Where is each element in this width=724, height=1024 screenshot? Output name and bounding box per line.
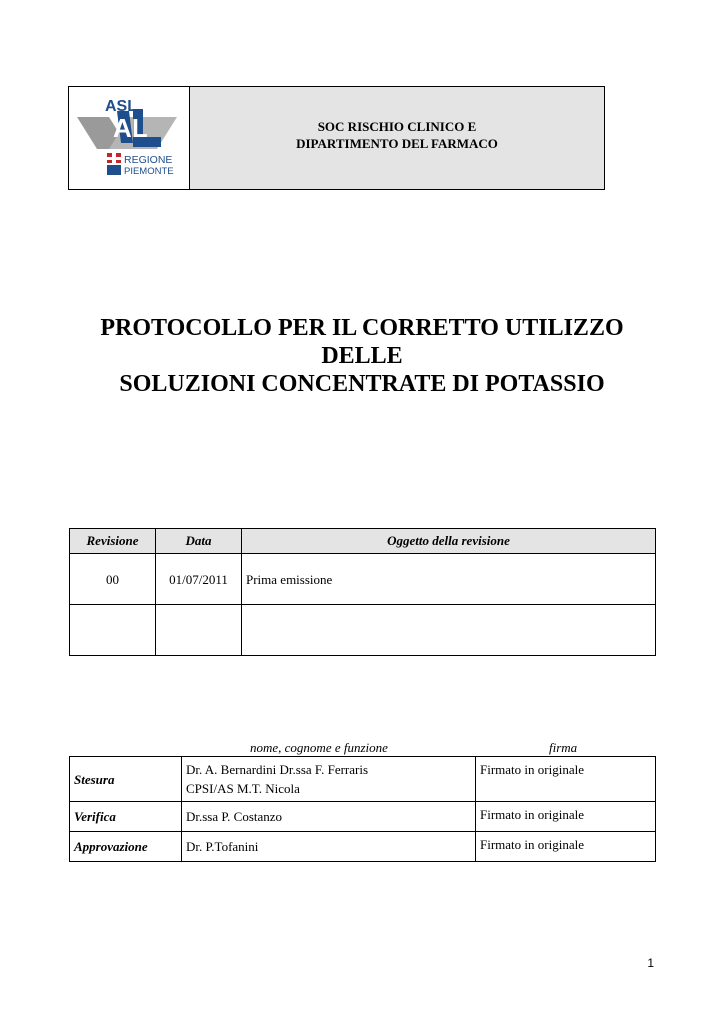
- signature-header-name: nome, cognome e funzione: [250, 740, 388, 755]
- names-stesura: [182, 757, 476, 802]
- logo-regione-text: REGIONE: [124, 154, 173, 166]
- asl-logo-graphic: [69, 87, 189, 189]
- names-approvazione: Dr. P.Tofanini: [182, 832, 476, 862]
- revision-subject: Prima emissione: [242, 554, 656, 605]
- revision-number: [70, 605, 156, 656]
- table-row: [70, 554, 656, 605]
- title-line-1: PROTOCOLLO PER IL CORRETTO UTILIZZO: [100, 315, 624, 341]
- sign-verifica: Firmato in originale: [476, 802, 656, 832]
- revision-date: 01/07/2011: [156, 554, 242, 605]
- title-line-3: SOLUZIONI CONCENTRATE DI POTASSIO: [119, 371, 605, 397]
- document-title: [60, 314, 664, 398]
- page-number: 1: [647, 956, 654, 970]
- revision-number: 00: [70, 554, 156, 605]
- dept-line-2: DIPARTIMENTO DEL FARMACO: [296, 136, 498, 151]
- header-box: [68, 86, 605, 190]
- role-approvazione: Approvazione: [70, 832, 182, 862]
- table-row: [70, 802, 656, 832]
- signature-table: [69, 756, 656, 862]
- revision-date: [156, 605, 242, 656]
- col-revisione: Revisione: [70, 529, 156, 554]
- logo-asl-text: ASL: [105, 98, 137, 115]
- logo-piemonte-text: PIEMONTE: [124, 166, 174, 177]
- table-row: [70, 757, 656, 802]
- table-row: [70, 832, 656, 862]
- revision-table: [69, 528, 656, 656]
- signature-header-sign: firma: [549, 740, 578, 755]
- revision-subject: [242, 605, 656, 656]
- role-stesura: Stesura: [70, 757, 182, 802]
- logo-al-text: AL: [113, 113, 148, 143]
- sign-stesura: Firmato in originale: [476, 757, 656, 802]
- asl-logo: [69, 87, 190, 189]
- col-data: Data: [156, 529, 242, 554]
- name-line: CPSI/AS M.T. Nicola: [186, 781, 300, 796]
- name-line: Dr. A. Bernardini Dr.ssa F. Ferraris: [186, 762, 369, 777]
- title-line-2: DELLE: [321, 343, 403, 369]
- table-row: [70, 605, 656, 656]
- sign-approvazione: Firmato in originale: [476, 832, 656, 862]
- department-cell: [190, 87, 604, 189]
- names-verifica: Dr.ssa P. Costanzo: [182, 802, 476, 832]
- col-oggetto: Oggetto della revisione: [242, 529, 656, 554]
- revision-header-row: [70, 529, 656, 554]
- dept-line-1: SOC RISCHIO CLINICO E: [317, 119, 477, 134]
- role-verifica: Verifica: [70, 802, 182, 832]
